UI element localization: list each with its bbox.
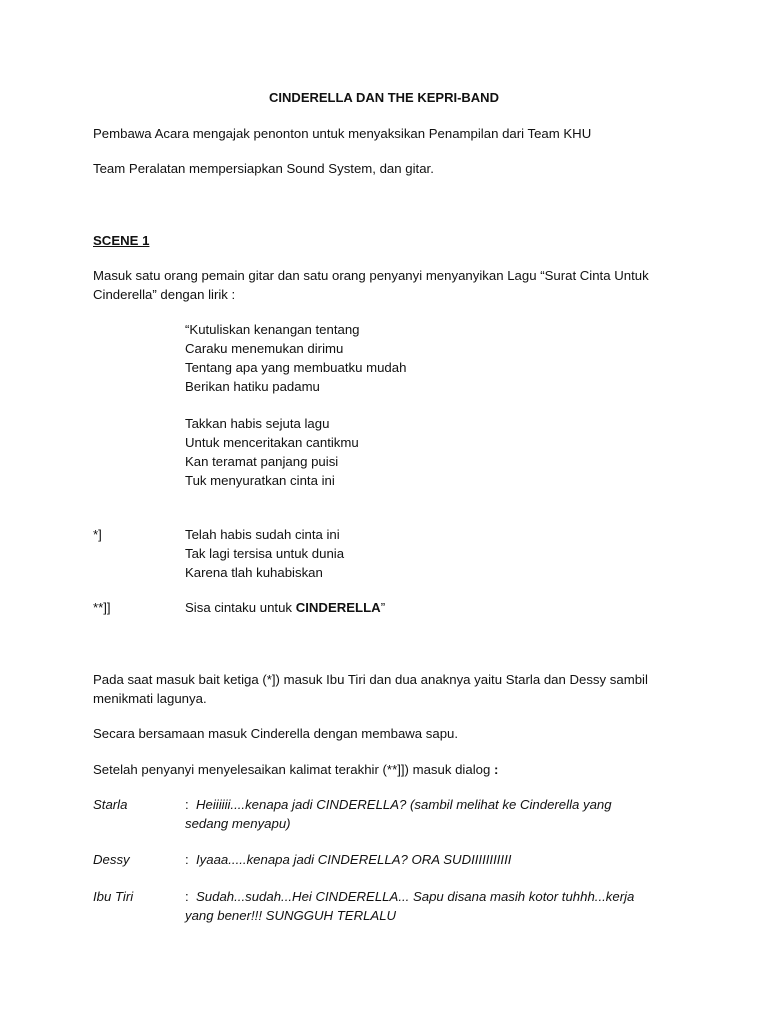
stanza-4-marker: **]] [93,600,111,615]
stage-direction-1: Pada saat masuk bait ketiga (*]) masuk Ibu Tiri dan dua anaknya yaitu Starla dan Dessy sambil menikmati lagunya. [93,672,648,706]
dialog-text: Sudah...sudah...Hei CINDERELLA... Sapu disana masih kotor tuhhh...kerja yang bener!!! SUNGGUH TERLALU [185,889,635,923]
lyric-line: Tentang apa yang membuatku mudah [185,360,407,375]
dialog-text: Heiiiiii....kenapa jadi CINDERELLA? (sambil melihat ke Cinderella yang sedang menyapu) [185,797,612,831]
lyrics-stanza-4 [185,598,585,617]
lyric-line: Tuk menyuratkan cinta ini [185,473,335,488]
lyrics-stanza-1 [185,320,585,396]
lyric-line: Takkan habis sejuta lagu [185,416,330,431]
dialog-speaker: Dessy [93,852,130,867]
stage-direction-2: Secara bersamaan masuk Cinderella dengan membawa sapu. [93,726,459,741]
document-title: CINDERELLA DAN THE KEPRI-BAND [269,90,499,105]
dialog-line [185,795,655,833]
lyric-line: Caraku menemukan dirimu [185,341,344,356]
intro-paragraph-1: Pembawa Acara mengajak penonton untuk menyaksikan Penampilan dari Team KHU [93,126,592,141]
lyric-line: Tak lagi tersisa untuk dunia [185,546,345,561]
lyric-line: Kan teramat panjang puisi [185,454,339,469]
dialog-text: Iyaaa.....kenapa jadi CINDERELLA? ORA SUDIIIIIIIIIII [196,852,512,867]
lyric-line: Untuk menceritakan cantikmu [185,435,359,450]
intro-paragraph-2: Team Peralatan mempersiapkan Sound System, dan gitar. [93,161,434,176]
dialog-colon: : [185,797,196,812]
stanza-3-marker: *] [93,527,102,542]
lyric-closing-quote: ” [380,600,386,615]
scene-intro-paragraph: Masuk satu orang pemain gitar dan satu orang penyanyi menyanyikan Lagu “Surat Cinta Untuk Cinderella” dengan lirik : [93,268,649,302]
stage-direction-3-colon: : [490,762,499,777]
dialog-speaker: Starla [93,797,128,812]
scene-heading: SCENE 1 [93,233,150,248]
lyric-line: Sisa cintaku untuk [185,600,296,615]
lyrics-stanza-2 [185,414,585,490]
lyric-line: Telah habis sudah cinta ini [185,527,340,542]
dialog-line [185,887,655,925]
stage-direction-3-text: Setelah penyanyi menyelesaikan kalimat terakhir (**]]) masuk dialog [93,762,491,777]
dialog-line [185,850,655,869]
dialog-speaker: Ibu Tiri [93,889,134,904]
dialog-colon: : [185,852,196,867]
lyrics-stanza-3 [185,525,585,582]
lyric-line: Berikan hatiku padamu [185,379,320,394]
dialog-colon: : [185,889,196,904]
lyric-line: Karena tlah kuhabiskan [185,565,323,580]
stage-direction-3 [93,760,693,779]
lyric-emphasis: CINDERELLA [295,600,381,615]
lyric-line: “Kutuliskan kenangan tentang [185,322,360,337]
